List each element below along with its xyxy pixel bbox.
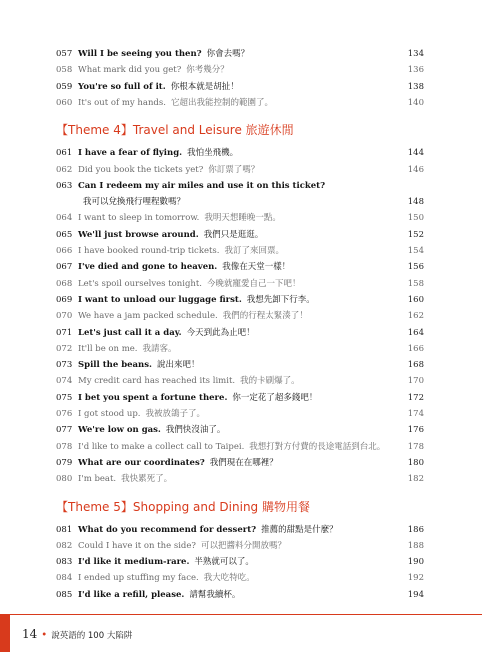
- entry-page-number: 152: [407, 229, 424, 240]
- toc-entry[interactable]: [56, 194, 424, 210]
- entry-page-number: 186: [407, 524, 424, 535]
- entry-number: 069: [56, 294, 73, 305]
- entry-chinese: 我大吃特吃。: [203, 573, 255, 584]
- theme-close-bracket: 】: [120, 123, 133, 138]
- entry-chinese: 我們的行程太緊湊了！: [222, 311, 308, 322]
- entry-number: 085: [56, 589, 73, 600]
- entry-chinese: 我們只是逛逛。: [203, 229, 264, 240]
- toc-entry[interactable]: [56, 422, 424, 438]
- entry-chinese: 你根本就是胡扯！: [170, 81, 239, 92]
- toc-entry[interactable]: [56, 471, 424, 487]
- entry-page-number: 192: [407, 573, 424, 584]
- toc-entry[interactable]: [56, 227, 424, 243]
- entry-number: 059: [56, 81, 73, 92]
- entry-number: 084: [56, 573, 73, 584]
- entry-english: Let's just call it a day.: [78, 327, 182, 338]
- entry-number: 066: [56, 246, 73, 256]
- toc-entry[interactable]: [56, 178, 424, 194]
- toc-entry[interactable]: [56, 341, 424, 357]
- theme-title: Shopping and Dining 購物用餐: [132, 499, 310, 514]
- toc-entry[interactable]: [56, 325, 424, 341]
- page-footer: [0, 614, 482, 652]
- entry-english: Spill the beans.: [78, 360, 152, 371]
- entry-english: What do you recommend for dessert?: [78, 524, 257, 535]
- entry-number: 060: [56, 97, 73, 108]
- entry-chinese: 你訂票了嗎？: [208, 164, 260, 175]
- entry-english: Could I have it on the side?: [78, 540, 196, 551]
- entry-page-number: 146: [407, 164, 424, 175]
- toc-entry[interactable]: [56, 145, 424, 161]
- entry-page-number: 194: [407, 589, 424, 600]
- footer-separator: •: [41, 630, 48, 641]
- entry-english: I want to sleep in tomorrow.: [78, 213, 200, 224]
- footer-rule: [10, 614, 482, 615]
- entry-english: You're so full of it.: [78, 81, 166, 92]
- entry-english: Can I redeem my air miles and use it on this ticket?: [78, 180, 326, 191]
- theme-open-bracket: 【: [56, 123, 69, 138]
- entry-page-number: 170: [407, 376, 424, 387]
- entry-chinese: 我的卡刷爆了。: [240, 376, 300, 387]
- entry-number: 081: [56, 524, 73, 535]
- entry-chinese: 可以把醬料分開放嗎？: [200, 540, 286, 551]
- toc-entry[interactable]: [56, 390, 424, 406]
- entry-number: 061: [56, 148, 73, 159]
- toc-entry[interactable]: [56, 357, 424, 373]
- entry-page-number: 166: [407, 343, 424, 354]
- entry-english: We're low on gas.: [78, 425, 161, 436]
- entry-english: I'd like a refill, please.: [78, 589, 185, 600]
- entry-page-number: 148: [407, 197, 424, 208]
- entry-number: 072: [56, 343, 73, 354]
- theme-heading: [56, 121, 294, 139]
- entry-english: I'm beat.: [78, 474, 117, 485]
- toc-entry[interactable]: [56, 62, 424, 78]
- entry-chinese: 說出來吧！: [157, 360, 200, 371]
- toc-entry[interactable]: [56, 210, 424, 226]
- entry-english: I got stood up.: [78, 409, 141, 419]
- entry-page-number: 188: [407, 540, 424, 551]
- entry-page-number: 178: [407, 441, 424, 452]
- entry-number: 067: [56, 262, 73, 273]
- entry-number: 077: [56, 425, 73, 436]
- entry-page-number: 164: [407, 327, 424, 338]
- entry-english: I have a fear of flying.: [78, 148, 183, 159]
- toc-entry[interactable]: [56, 455, 424, 471]
- entry-chinese: 我們快沒油了。: [165, 425, 226, 436]
- entry-english: It'll be on me.: [78, 343, 138, 354]
- footer-text: [22, 627, 132, 641]
- entry-number: 068: [56, 278, 73, 289]
- entry-page-number: 150: [407, 213, 424, 224]
- entry-chinese: 我想先卸下行李。: [246, 294, 315, 305]
- entry-english: What mark did you get?: [78, 65, 182, 76]
- entry-number: 070: [56, 311, 73, 322]
- entry-chinese: 半熟就可以了。: [194, 557, 254, 568]
- theme-heading: [56, 498, 310, 516]
- entry-page-number: 190: [407, 557, 424, 568]
- toc-entry[interactable]: [56, 308, 424, 324]
- entry-chinese: 我被放鴿子了。: [145, 409, 206, 419]
- entry-number: 074: [56, 376, 73, 387]
- entry-number: 076: [56, 409, 73, 419]
- footer-accent-bar: [0, 614, 10, 652]
- entry-number: 065: [56, 229, 73, 240]
- entry-number: 064: [56, 213, 73, 224]
- entry-page-number: 168: [407, 360, 424, 371]
- toc-entry[interactable]: [56, 276, 424, 292]
- entry-chinese: 你會去嗎？: [206, 49, 250, 59]
- entry-english: I have booked round-trip tickets.: [78, 246, 220, 256]
- entry-english: I want to unload our luggage first.: [78, 294, 242, 305]
- entry-page-number: 138: [407, 81, 424, 92]
- toc-entry[interactable]: [56, 259, 424, 275]
- entry-english: What are our coordinates?: [78, 457, 205, 468]
- entry-page-number: 144: [407, 148, 424, 159]
- toc-entry[interactable]: [56, 373, 424, 389]
- entry-number: 058: [56, 65, 73, 76]
- entry-english: I ended up stuffing my face.: [78, 573, 199, 584]
- entry-chinese: 我明天想睡晚一點。: [204, 213, 281, 224]
- entry-english: It's out of my hands.: [78, 97, 166, 108]
- entry-page-number: 160: [407, 294, 424, 305]
- entry-english: Will I be seeing you then?: [78, 49, 202, 59]
- entry-english: I'd like it medium-rare.: [78, 557, 190, 568]
- entry-english: Did you book the tickets yet?: [78, 164, 204, 175]
- entry-number: 080: [56, 474, 73, 485]
- entry-page-number: 140: [407, 97, 424, 108]
- theme-title: Travel and Leisure 旅遊休閒: [132, 123, 294, 138]
- toc-entry[interactable]: [56, 46, 424, 62]
- entry-number: 079: [56, 457, 73, 468]
- entry-english: We'll just browse around.: [78, 229, 199, 240]
- toc-entry[interactable]: [56, 406, 424, 422]
- entry-number: 083: [56, 557, 73, 568]
- entry-chinese: 我訂了來回票。: [224, 246, 284, 256]
- entry-chinese: 我們現在在哪裡？: [209, 457, 278, 468]
- book-title: 說英語的 100 大陷阱: [51, 631, 133, 641]
- entry-english: We have a jam packed schedule.: [78, 311, 218, 322]
- entry-english: I've died and gone to heaven.: [78, 262, 218, 273]
- toc-entry[interactable]: [56, 522, 424, 538]
- page-number: 14: [22, 627, 38, 641]
- entry-english: I bet you spent a fortune there.: [78, 392, 228, 403]
- entry-chinese: 我像在天堂一樣！: [222, 262, 291, 273]
- toc-entry[interactable]: [56, 292, 424, 308]
- entry-page-number: 162: [407, 311, 424, 322]
- entry-page-number: 156: [407, 262, 424, 273]
- entry-number: 062: [56, 164, 73, 175]
- entry-page-number: 174: [407, 409, 424, 419]
- entry-chinese: 我快累死了。: [121, 474, 173, 485]
- entry-number: 082: [56, 540, 73, 551]
- entry-chinese: 今晚就寵愛自己一下吧！: [206, 278, 301, 289]
- entry-chinese: 我想打對方付費的長途電話到台北。: [249, 441, 386, 452]
- entry-page-number: 176: [407, 425, 424, 436]
- entry-page-number: 172: [407, 392, 424, 403]
- toc-entry[interactable]: [56, 162, 424, 178]
- entry-chinese: 我請客。: [142, 343, 177, 354]
- theme-label: Theme 4: [68, 123, 121, 138]
- entry-chinese: 推薦的甜點是什麼？: [261, 524, 338, 535]
- entry-chinese: 你考幾分？: [186, 65, 229, 76]
- entry-english: My credit card has reached its limit.: [78, 376, 236, 387]
- toc-entry[interactable]: [56, 79, 424, 95]
- entry-english: Let's spoil ourselves tonight.: [78, 278, 202, 289]
- toc-entry[interactable]: [56, 95, 424, 111]
- entry-chinese: 請幫我續杯。: [189, 589, 241, 600]
- theme-open-bracket: 【: [56, 499, 69, 514]
- entry-page-number: 134: [407, 49, 424, 59]
- toc-entry[interactable]: [56, 570, 424, 586]
- entry-chinese: 你一定花了超多錢吧！: [232, 392, 318, 403]
- entry-chinese: 今天到此為止吧！: [186, 327, 255, 338]
- entry-chinese: 它超出我能控制的範圍了。: [170, 97, 273, 108]
- entry-number: 075: [56, 392, 73, 403]
- entry-number: 073: [56, 360, 73, 371]
- toc-entry[interactable]: [56, 587, 424, 603]
- entry-chinese: 我怕坐飛機。: [187, 148, 239, 159]
- toc-entry[interactable]: [56, 439, 424, 455]
- entry-page-number: 180: [407, 457, 424, 468]
- entry-english: I'd like to make a collect call to Taipei.: [78, 441, 245, 452]
- entry-chinese: 我可以兌換飛行哩程數嗎？: [83, 197, 186, 208]
- entry-number: 071: [56, 327, 73, 338]
- entry-number: 057: [56, 49, 73, 59]
- entry-page-number: 154: [407, 246, 424, 256]
- entry-number: 078: [56, 441, 73, 452]
- toc-entry[interactable]: [56, 538, 424, 554]
- theme-label: Theme 5: [68, 499, 121, 514]
- entry-page-number: 136: [407, 65, 424, 76]
- entry-page-number: 158: [407, 278, 424, 289]
- entry-page-number: 182: [407, 474, 424, 485]
- entry-number: 063: [56, 180, 73, 191]
- theme-close-bracket: 】: [120, 499, 133, 514]
- toc-entry[interactable]: [56, 554, 424, 570]
- toc-entry[interactable]: [56, 243, 424, 259]
